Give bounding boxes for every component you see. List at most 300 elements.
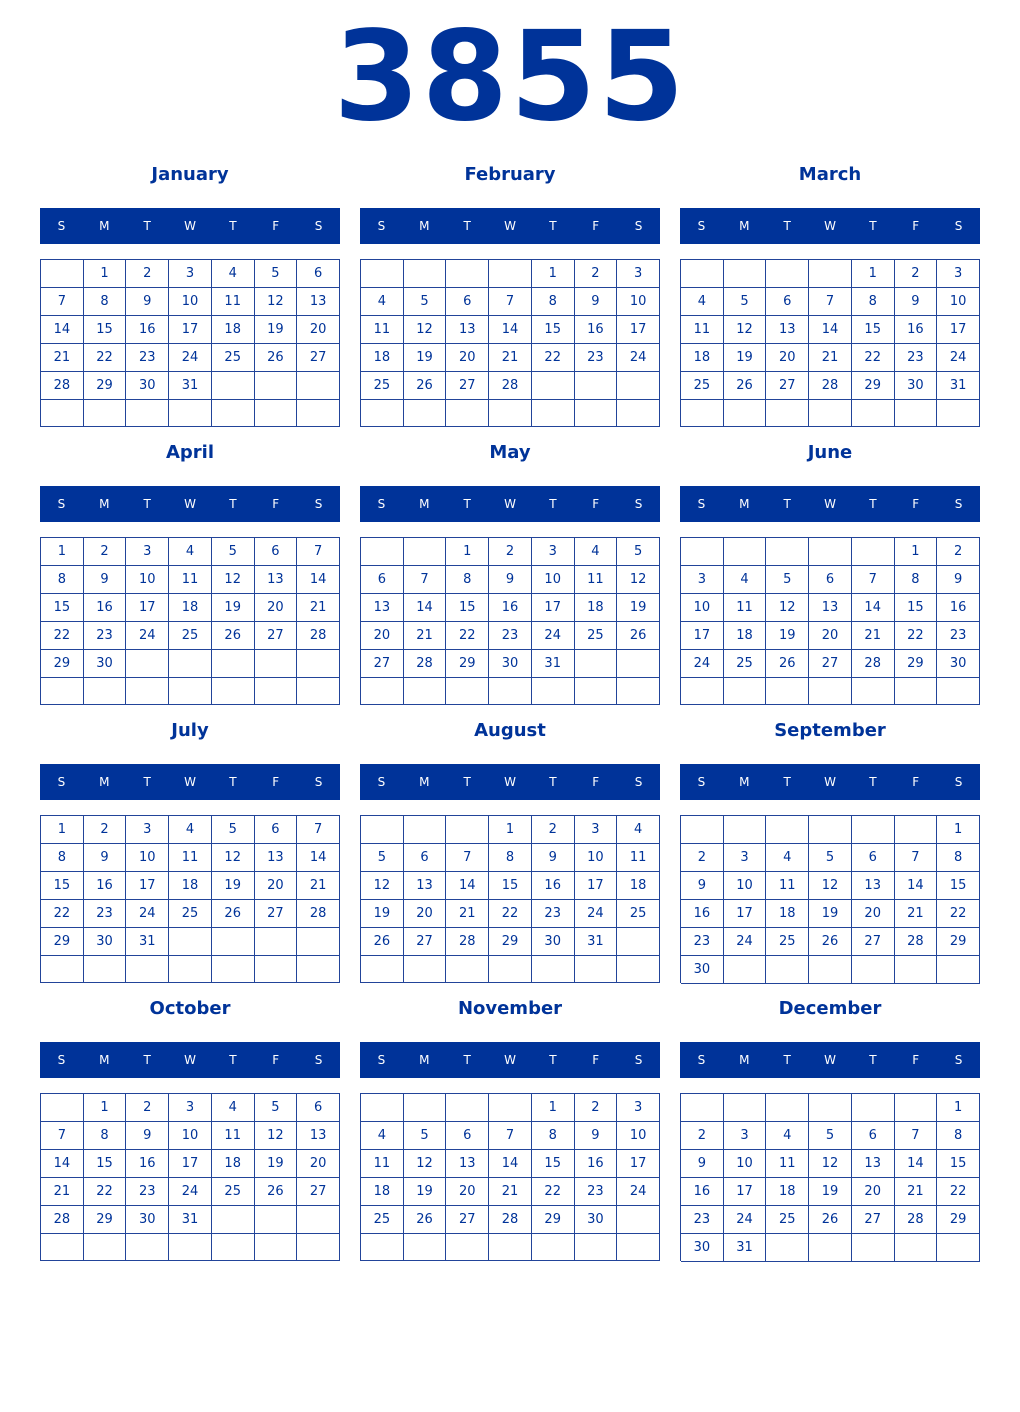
day-cell: 20: [809, 622, 852, 650]
day-cell: 16: [575, 1150, 618, 1178]
empty-cell: [255, 1206, 298, 1234]
day-cell: 3: [617, 1094, 660, 1122]
day-cell: 12: [617, 566, 660, 594]
empty-cell: [681, 260, 724, 288]
empty-cell: [41, 1234, 84, 1261]
empty-cell: [724, 956, 767, 984]
empty-cell: [404, 816, 447, 844]
weekday-label: S: [57, 1053, 66, 1067]
weekday-label: F: [592, 1053, 600, 1067]
day-cell: 11: [681, 316, 724, 344]
weekday-header: [360, 764, 660, 800]
empty-cell: [895, 678, 938, 705]
empty-cell: [212, 956, 255, 983]
day-cell: 20: [297, 1150, 340, 1178]
day-cell: 12: [212, 844, 255, 872]
day-cell: 26: [361, 928, 404, 956]
day-cell: 29: [41, 650, 84, 678]
weekday-label: S: [634, 497, 643, 511]
day-cell: 18: [681, 344, 724, 372]
weekday-label: S: [634, 1053, 643, 1067]
day-cell: 17: [617, 1150, 660, 1178]
day-cell: 28: [297, 622, 340, 650]
weekday-label: M: [419, 1053, 430, 1067]
day-cell: 5: [809, 844, 852, 872]
empty-cell: [255, 1234, 298, 1261]
day-cell: 17: [724, 900, 767, 928]
empty-cell: [169, 956, 212, 983]
day-cell: 14: [895, 872, 938, 900]
day-cell: 26: [255, 1178, 298, 1206]
day-cell: 9: [681, 872, 724, 900]
day-cell: 10: [532, 566, 575, 594]
weekday-label: T: [143, 219, 151, 233]
day-cell: 20: [446, 1178, 489, 1206]
empty-cell: [895, 1094, 938, 1122]
day-grid: [680, 537, 980, 705]
weekday-label: M: [739, 497, 750, 511]
day-cell: 2: [575, 260, 618, 288]
day-cell: 19: [617, 594, 660, 622]
day-cell: 15: [852, 316, 895, 344]
day-cell: 11: [212, 288, 255, 316]
day-cell: 31: [532, 650, 575, 678]
day-cell: 19: [255, 316, 298, 344]
empty-cell: [404, 1094, 447, 1122]
day-cell: 4: [361, 1122, 404, 1150]
day-cell: 15: [937, 872, 980, 900]
day-cell: 3: [724, 1122, 767, 1150]
day-cell: 6: [446, 288, 489, 316]
empty-cell: [126, 650, 169, 678]
day-cell: 23: [575, 344, 618, 372]
weekday-label: M: [99, 775, 110, 789]
day-cell: 16: [126, 316, 169, 344]
day-cell: 13: [852, 1150, 895, 1178]
empty-cell: [724, 816, 767, 844]
day-cell: 25: [575, 622, 618, 650]
day-cell: 17: [937, 316, 980, 344]
weekday-label: W: [824, 497, 836, 511]
day-cell: 22: [41, 622, 84, 650]
day-cell: 2: [575, 1094, 618, 1122]
day-cell: 15: [532, 1150, 575, 1178]
empty-cell: [297, 928, 340, 956]
empty-cell: [446, 400, 489, 427]
day-cell: 18: [361, 1178, 404, 1206]
empty-cell: [617, 928, 660, 956]
empty-cell: [852, 956, 895, 984]
day-cell: 11: [617, 844, 660, 872]
day-cell: 21: [895, 900, 938, 928]
empty-cell: [809, 1094, 852, 1122]
day-cell: 6: [297, 260, 340, 288]
day-cell: 20: [766, 344, 809, 372]
day-cell: 23: [681, 1206, 724, 1234]
day-cell: 22: [937, 900, 980, 928]
day-cell: 20: [255, 872, 298, 900]
day-cell: 13: [255, 566, 298, 594]
day-cell: 19: [404, 1178, 447, 1206]
empty-cell: [297, 1206, 340, 1234]
day-cell: 8: [41, 844, 84, 872]
day-cell: 6: [404, 844, 447, 872]
month-name: December: [778, 998, 882, 1019]
empty-cell: [575, 1234, 618, 1261]
empty-cell: [895, 956, 938, 984]
day-cell: 18: [212, 1150, 255, 1178]
weekday-label: T: [229, 775, 237, 789]
day-cell: 27: [446, 372, 489, 400]
day-cell: 19: [766, 622, 809, 650]
day-cell: 7: [446, 844, 489, 872]
day-cell: 1: [937, 1094, 980, 1122]
day-cell: 19: [404, 344, 447, 372]
day-cell: 20: [852, 1178, 895, 1206]
weekday-label: T: [463, 497, 471, 511]
empty-cell: [169, 650, 212, 678]
weekday-label: S: [377, 497, 386, 511]
day-cell: 5: [404, 1122, 447, 1150]
day-cell: 1: [84, 1094, 127, 1122]
day-cell: 16: [532, 872, 575, 900]
day-cell: 3: [126, 816, 169, 844]
day-cell: 8: [489, 844, 532, 872]
weekday-header: [680, 764, 980, 800]
day-cell: 24: [126, 900, 169, 928]
weekday-header: [40, 1042, 340, 1078]
day-cell: 26: [809, 1206, 852, 1234]
empty-cell: [617, 372, 660, 400]
weekday-label: W: [824, 1053, 836, 1067]
day-cell: 19: [212, 872, 255, 900]
day-cell: 27: [297, 1178, 340, 1206]
empty-cell: [766, 678, 809, 705]
empty-cell: [404, 538, 447, 566]
weekday-label: S: [314, 1053, 323, 1067]
empty-cell: [404, 678, 447, 705]
day-cell: 2: [895, 260, 938, 288]
month-name: March: [798, 164, 862, 185]
day-cell: 3: [532, 538, 575, 566]
weekday-label: F: [912, 1053, 920, 1067]
day-cell: 10: [681, 594, 724, 622]
day-cell: 20: [852, 900, 895, 928]
day-cell: 10: [126, 566, 169, 594]
weekday-label: S: [697, 1053, 706, 1067]
empty-cell: [532, 956, 575, 983]
day-cell: 1: [41, 816, 84, 844]
empty-cell: [575, 650, 618, 678]
empty-cell: [297, 678, 340, 705]
day-cell: 28: [809, 372, 852, 400]
day-cell: 22: [532, 344, 575, 372]
day-cell: 7: [41, 288, 84, 316]
day-cell: 1: [937, 816, 980, 844]
day-cell: 3: [169, 1094, 212, 1122]
day-cell: 24: [724, 1206, 767, 1234]
day-cell: 2: [126, 1094, 169, 1122]
day-cell: 15: [895, 594, 938, 622]
day-cell: 4: [212, 1094, 255, 1122]
day-grid: [360, 537, 660, 705]
weekday-label: S: [57, 775, 66, 789]
empty-cell: [852, 1094, 895, 1122]
day-cell: 26: [212, 900, 255, 928]
day-cell: 9: [575, 288, 618, 316]
empty-cell: [852, 538, 895, 566]
day-cell: 4: [766, 1122, 809, 1150]
day-cell: 30: [895, 372, 938, 400]
day-cell: 25: [361, 372, 404, 400]
empty-cell: [361, 678, 404, 705]
day-cell: 22: [489, 900, 532, 928]
empty-cell: [212, 650, 255, 678]
day-cell: 10: [126, 844, 169, 872]
day-cell: 19: [809, 1178, 852, 1206]
weekday-label: T: [229, 497, 237, 511]
day-cell: 15: [532, 316, 575, 344]
day-cell: 26: [255, 344, 298, 372]
day-grid: [40, 1093, 340, 1261]
day-cell: 4: [575, 538, 618, 566]
day-cell: 14: [852, 594, 895, 622]
empty-cell: [361, 538, 404, 566]
empty-cell: [532, 372, 575, 400]
day-cell: 21: [41, 1178, 84, 1206]
empty-cell: [724, 678, 767, 705]
day-cell: 29: [41, 928, 84, 956]
day-cell: 2: [681, 1122, 724, 1150]
empty-cell: [361, 956, 404, 983]
day-cell: 13: [446, 316, 489, 344]
day-cell: 13: [852, 872, 895, 900]
day-cell: 14: [809, 316, 852, 344]
day-cell: 27: [297, 344, 340, 372]
day-cell: 29: [84, 1206, 127, 1234]
weekday-label: M: [99, 219, 110, 233]
day-cell: 14: [895, 1150, 938, 1178]
empty-cell: [809, 1234, 852, 1262]
day-cell: 3: [681, 566, 724, 594]
weekday-label: S: [697, 775, 706, 789]
day-cell: 23: [937, 622, 980, 650]
day-cell: 30: [84, 650, 127, 678]
day-cell: 30: [84, 928, 127, 956]
day-cell: 19: [212, 594, 255, 622]
day-cell: 21: [489, 1178, 532, 1206]
day-cell: 25: [724, 650, 767, 678]
weekday-label: F: [272, 497, 280, 511]
day-cell: 17: [724, 1178, 767, 1206]
day-cell: 16: [681, 1178, 724, 1206]
day-cell: 1: [895, 538, 938, 566]
day-cell: 10: [617, 1122, 660, 1150]
day-cell: 27: [446, 1206, 489, 1234]
weekday-header: [680, 486, 980, 522]
day-cell: 3: [575, 816, 618, 844]
weekday-label: T: [549, 1053, 557, 1067]
day-cell: 9: [84, 566, 127, 594]
day-cell: 13: [404, 872, 447, 900]
empty-cell: [41, 1094, 84, 1122]
day-cell: 13: [297, 1122, 340, 1150]
weekday-header: [40, 208, 340, 244]
empty-cell: [212, 1234, 255, 1261]
day-cell: 7: [404, 566, 447, 594]
day-cell: 5: [404, 288, 447, 316]
month-name: April: [165, 442, 215, 463]
day-cell: 4: [361, 288, 404, 316]
weekday-label: F: [592, 497, 600, 511]
day-cell: 17: [126, 594, 169, 622]
weekday-label: S: [314, 219, 323, 233]
weekday-label: T: [869, 1053, 877, 1067]
empty-cell: [169, 678, 212, 705]
empty-cell: [446, 1094, 489, 1122]
weekday-label: W: [504, 775, 516, 789]
day-cell: 19: [724, 344, 767, 372]
empty-cell: [297, 956, 340, 983]
day-cell: 22: [895, 622, 938, 650]
day-cell: 12: [404, 1150, 447, 1178]
day-cell: 14: [297, 844, 340, 872]
day-cell: 14: [446, 872, 489, 900]
empty-cell: [766, 956, 809, 984]
weekday-label: W: [824, 219, 836, 233]
day-cell: 9: [84, 844, 127, 872]
empty-cell: [212, 1206, 255, 1234]
weekday-label: T: [783, 775, 791, 789]
day-cell: 10: [617, 288, 660, 316]
day-cell: 11: [766, 872, 809, 900]
day-cell: 18: [575, 594, 618, 622]
day-cell: 8: [937, 1122, 980, 1150]
day-cell: 23: [126, 1178, 169, 1206]
day-cell: 8: [937, 844, 980, 872]
weekday-label: F: [592, 775, 600, 789]
day-cell: 6: [255, 538, 298, 566]
day-cell: 13: [255, 844, 298, 872]
day-cell: 23: [489, 622, 532, 650]
day-cell: 4: [617, 816, 660, 844]
day-cell: 24: [532, 622, 575, 650]
day-cell: 18: [169, 872, 212, 900]
empty-cell: [809, 678, 852, 705]
weekday-label: S: [954, 775, 963, 789]
day-cell: 7: [489, 1122, 532, 1150]
empty-cell: [297, 1234, 340, 1261]
weekday-label: M: [739, 775, 750, 789]
day-cell: 20: [446, 344, 489, 372]
day-cell: 4: [169, 816, 212, 844]
day-cell: 16: [489, 594, 532, 622]
empty-cell: [255, 650, 298, 678]
empty-cell: [361, 1234, 404, 1261]
day-cell: 30: [126, 372, 169, 400]
day-cell: 23: [681, 928, 724, 956]
empty-cell: [809, 816, 852, 844]
day-cell: 12: [212, 566, 255, 594]
day-cell: 25: [212, 344, 255, 372]
day-cell: 23: [84, 622, 127, 650]
weekday-label: W: [184, 497, 196, 511]
empty-cell: [852, 400, 895, 427]
day-cell: 26: [766, 650, 809, 678]
weekday-label: F: [272, 219, 280, 233]
day-cell: 26: [809, 928, 852, 956]
day-cell: 4: [169, 538, 212, 566]
empty-cell: [255, 400, 298, 427]
weekday-label: T: [783, 497, 791, 511]
day-cell: 8: [84, 1122, 127, 1150]
empty-cell: [297, 650, 340, 678]
day-cell: 14: [297, 566, 340, 594]
weekday-label: T: [143, 1053, 151, 1067]
weekday-label: S: [314, 497, 323, 511]
day-cell: 14: [489, 1150, 532, 1178]
empty-cell: [404, 260, 447, 288]
empty-cell: [169, 1234, 212, 1261]
weekday-label: F: [912, 219, 920, 233]
day-cell: 7: [297, 816, 340, 844]
empty-cell: [532, 678, 575, 705]
day-cell: 20: [361, 622, 404, 650]
empty-cell: [255, 372, 298, 400]
weekday-label: F: [912, 775, 920, 789]
day-cell: 13: [361, 594, 404, 622]
day-cell: 19: [809, 900, 852, 928]
empty-cell: [446, 1234, 489, 1261]
empty-cell: [766, 538, 809, 566]
day-cell: 27: [809, 650, 852, 678]
empty-cell: [681, 538, 724, 566]
day-cell: 8: [446, 566, 489, 594]
day-cell: 17: [575, 872, 618, 900]
empty-cell: [766, 260, 809, 288]
day-cell: 16: [126, 1150, 169, 1178]
day-cell: 1: [41, 538, 84, 566]
empty-cell: [489, 260, 532, 288]
empty-cell: [532, 1234, 575, 1261]
weekday-label: S: [954, 219, 963, 233]
day-cell: 25: [617, 900, 660, 928]
day-cell: 26: [404, 1206, 447, 1234]
empty-cell: [126, 400, 169, 427]
day-cell: 1: [84, 260, 127, 288]
day-cell: 18: [617, 872, 660, 900]
day-cell: 6: [255, 816, 298, 844]
day-cell: 3: [937, 260, 980, 288]
day-cell: 26: [212, 622, 255, 650]
empty-cell: [809, 956, 852, 984]
empty-cell: [809, 260, 852, 288]
day-cell: 10: [169, 288, 212, 316]
day-cell: 11: [361, 1150, 404, 1178]
day-cell: 12: [809, 872, 852, 900]
day-cell: 14: [404, 594, 447, 622]
month-name: October: [149, 998, 231, 1019]
day-cell: 31: [937, 372, 980, 400]
day-cell: 2: [937, 538, 980, 566]
day-cell: 12: [724, 316, 767, 344]
weekday-label: F: [272, 775, 280, 789]
empty-cell: [681, 400, 724, 427]
empty-cell: [361, 1094, 404, 1122]
day-cell: 12: [255, 288, 298, 316]
day-cell: 2: [84, 816, 127, 844]
day-cell: 30: [681, 1234, 724, 1262]
